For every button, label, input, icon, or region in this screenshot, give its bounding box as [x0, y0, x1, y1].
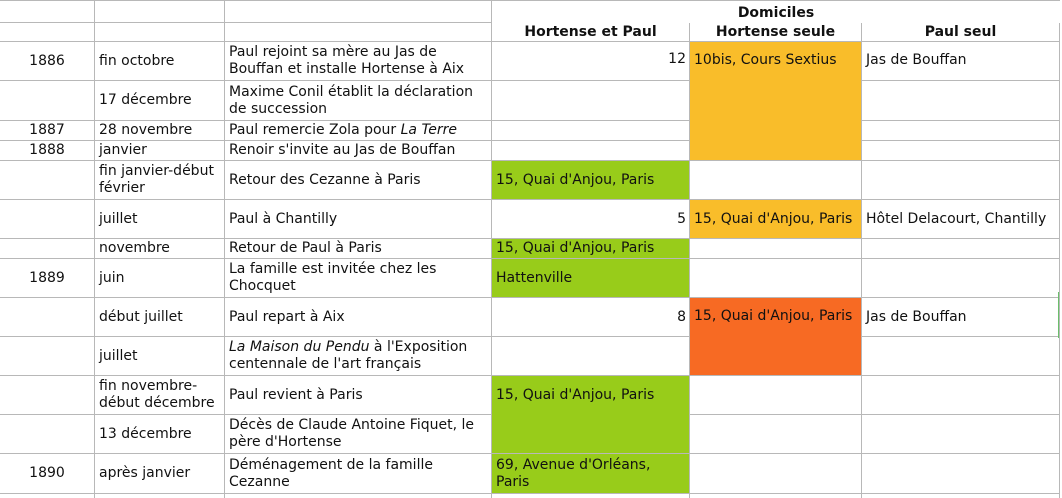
hortense-et-paul-cell[interactable]: 5: [492, 200, 690, 239]
event-cell[interactable]: La famille est invitée chez les Chocquet: [225, 259, 492, 298]
hortense-seule-cell[interactable]: 10bis, Cours Sextius: [690, 42, 862, 161]
event-cell[interactable]: Paul à Chantilly: [225, 200, 492, 239]
header-empty-event-2[interactable]: [225, 23, 492, 42]
hortense-et-paul-cell[interactable]: [492, 141, 690, 161]
header-empty-year-2[interactable]: [0, 23, 95, 42]
year-cell[interactable]: [0, 415, 95, 454]
year-cell[interactable]: [0, 239, 95, 259]
date-cell[interactable]: juillet: [95, 337, 225, 376]
hortense-seule-cell[interactable]: [690, 415, 862, 454]
domiciles-header[interactable]: Domiciles: [492, 0, 1060, 23]
partial-row[interactable]: [95, 494, 225, 498]
date-cell[interactable]: juin: [95, 259, 225, 298]
hortense-et-paul-cell[interactable]: 12: [492, 42, 690, 81]
date-cell[interactable]: fin octobre: [95, 42, 225, 81]
date-cell[interactable]: début juillet: [95, 298, 225, 337]
hortense-seule-cell[interactable]: [690, 161, 862, 200]
date-cell[interactable]: janvier: [95, 141, 225, 161]
paul-seul-cell[interactable]: [862, 454, 1060, 494]
year-cell[interactable]: 1887: [0, 121, 95, 141]
hortense-et-paul-cell[interactable]: 15, Quai d'Anjou, Paris: [492, 376, 690, 454]
event-cell[interactable]: Paul revient à Paris: [225, 376, 492, 415]
event-cell[interactable]: Retour des Cezanne à Paris: [225, 161, 492, 200]
date-cell[interactable]: juillet: [95, 200, 225, 239]
event-cell[interactable]: [225, 121, 492, 141]
hortense-seule-cell[interactable]: [690, 376, 862, 415]
year-cell[interactable]: 1888: [0, 141, 95, 161]
partial-row[interactable]: [862, 494, 1060, 498]
event-cell[interactable]: Retour de Paul à Paris: [225, 239, 492, 259]
event-cell[interactable]: Renoir s'invite au Jas de Bouffan: [225, 141, 492, 161]
date-cell[interactable]: 17 décembre: [95, 81, 225, 121]
event-cell[interactable]: Décès de Claude Antoine Fiquet, le père d'Hortense: [225, 415, 492, 454]
hortense-et-paul-cell[interactable]: Hattenville: [492, 259, 690, 298]
header-empty-event[interactable]: [225, 0, 492, 23]
year-cell[interactable]: [0, 200, 95, 239]
header-empty-date[interactable]: [95, 0, 225, 23]
event-cell[interactable]: Maxime Conil établit la déclaration de succession: [225, 81, 492, 121]
partial-row[interactable]: [690, 494, 862, 498]
date-cell[interactable]: 13 décembre: [95, 415, 225, 454]
event-text: Paul remercie Zola pour: [229, 122, 401, 138]
hortense-et-paul-cell[interactable]: [492, 81, 690, 121]
work-title: La Maison du Pendu: [229, 339, 370, 355]
year-cell[interactable]: 1890: [0, 454, 95, 494]
year-cell[interactable]: [0, 298, 95, 337]
year-cell[interactable]: 1889: [0, 259, 95, 298]
column-header-hortense-seule[interactable]: Hortense seule: [690, 23, 862, 42]
year-cell[interactable]: 1886: [0, 42, 95, 81]
event-cell[interactable]: Paul repart à Aix: [225, 298, 492, 337]
paul-seul-cell[interactable]: [862, 141, 1060, 161]
paul-seul-cell[interactable]: [862, 337, 1060, 376]
date-cell[interactable]: fin novembre-début décembre: [95, 376, 225, 415]
paul-seul-cell[interactable]: [862, 259, 1060, 298]
partial-row[interactable]: [0, 494, 95, 498]
hortense-seule-cell[interactable]: [690, 259, 862, 298]
paul-seul-cell[interactable]: [862, 239, 1060, 259]
year-cell[interactable]: [0, 161, 95, 200]
paul-seul-cell[interactable]: [862, 376, 1060, 415]
event-cell[interactable]: [225, 337, 492, 376]
paul-seul-cell[interactable]: [862, 121, 1060, 141]
date-cell[interactable]: novembre: [95, 239, 225, 259]
date-cell[interactable]: fin janvier-début février: [95, 161, 225, 200]
hortense-et-paul-cell[interactable]: [492, 121, 690, 141]
partial-row[interactable]: [492, 494, 690, 498]
column-header-hortense-et-paul[interactable]: Hortense et Paul: [492, 23, 690, 42]
header-empty-date-2[interactable]: [95, 23, 225, 42]
paul-seul-cell[interactable]: Hôtel Delacourt, Chantilly: [862, 200, 1060, 239]
hortense-et-paul-cell[interactable]: 15, Quai d'Anjou, Paris: [492, 161, 690, 200]
hortense-et-paul-cell[interactable]: 8: [492, 298, 690, 337]
hortense-et-paul-cell[interactable]: 15, Quai d'Anjou, Paris: [492, 239, 690, 259]
hortense-seule-cell[interactable]: 15, Quai d'Anjou, Paris: [690, 298, 862, 376]
paul-seul-cell[interactable]: Jas de Bouffan: [862, 298, 1060, 337]
hortense-et-paul-cell[interactable]: [492, 337, 690, 376]
work-title: La Terre: [400, 122, 458, 138]
hortense-seule-cell[interactable]: 15, Quai d'Anjou, Paris: [690, 200, 862, 239]
event-cell[interactable]: Paul rejoint sa mère au Jas de Bouffan et installe Hortense à Aix: [225, 42, 492, 81]
event-cell[interactable]: Déménagement de la famille Cezanne: [225, 454, 492, 494]
selection-edge-marker: [1058, 292, 1062, 338]
date-cell[interactable]: après janvier: [95, 454, 225, 494]
paul-seul-cell[interactable]: Jas de Bouffan: [862, 42, 1060, 81]
date-cell[interactable]: 28 novembre: [95, 121, 225, 141]
year-cell[interactable]: [0, 81, 95, 121]
header-empty-year[interactable]: [0, 0, 95, 23]
partial-row[interactable]: [225, 494, 492, 498]
paul-seul-cell[interactable]: [862, 81, 1060, 121]
year-cell[interactable]: [0, 376, 95, 415]
hortense-et-paul-cell[interactable]: 69, Avenue d'Orléans, Paris: [492, 454, 690, 494]
event-text: à l'Exposition centennale de l'art français: [229, 339, 468, 372]
paul-seul-cell[interactable]: [862, 415, 1060, 454]
hortense-seule-cell[interactable]: [690, 454, 862, 494]
paul-seul-cell[interactable]: [862, 161, 1060, 200]
year-cell[interactable]: [0, 337, 95, 376]
hortense-seule-cell[interactable]: [690, 239, 862, 259]
column-header-paul-seul[interactable]: Paul seul: [862, 23, 1060, 42]
